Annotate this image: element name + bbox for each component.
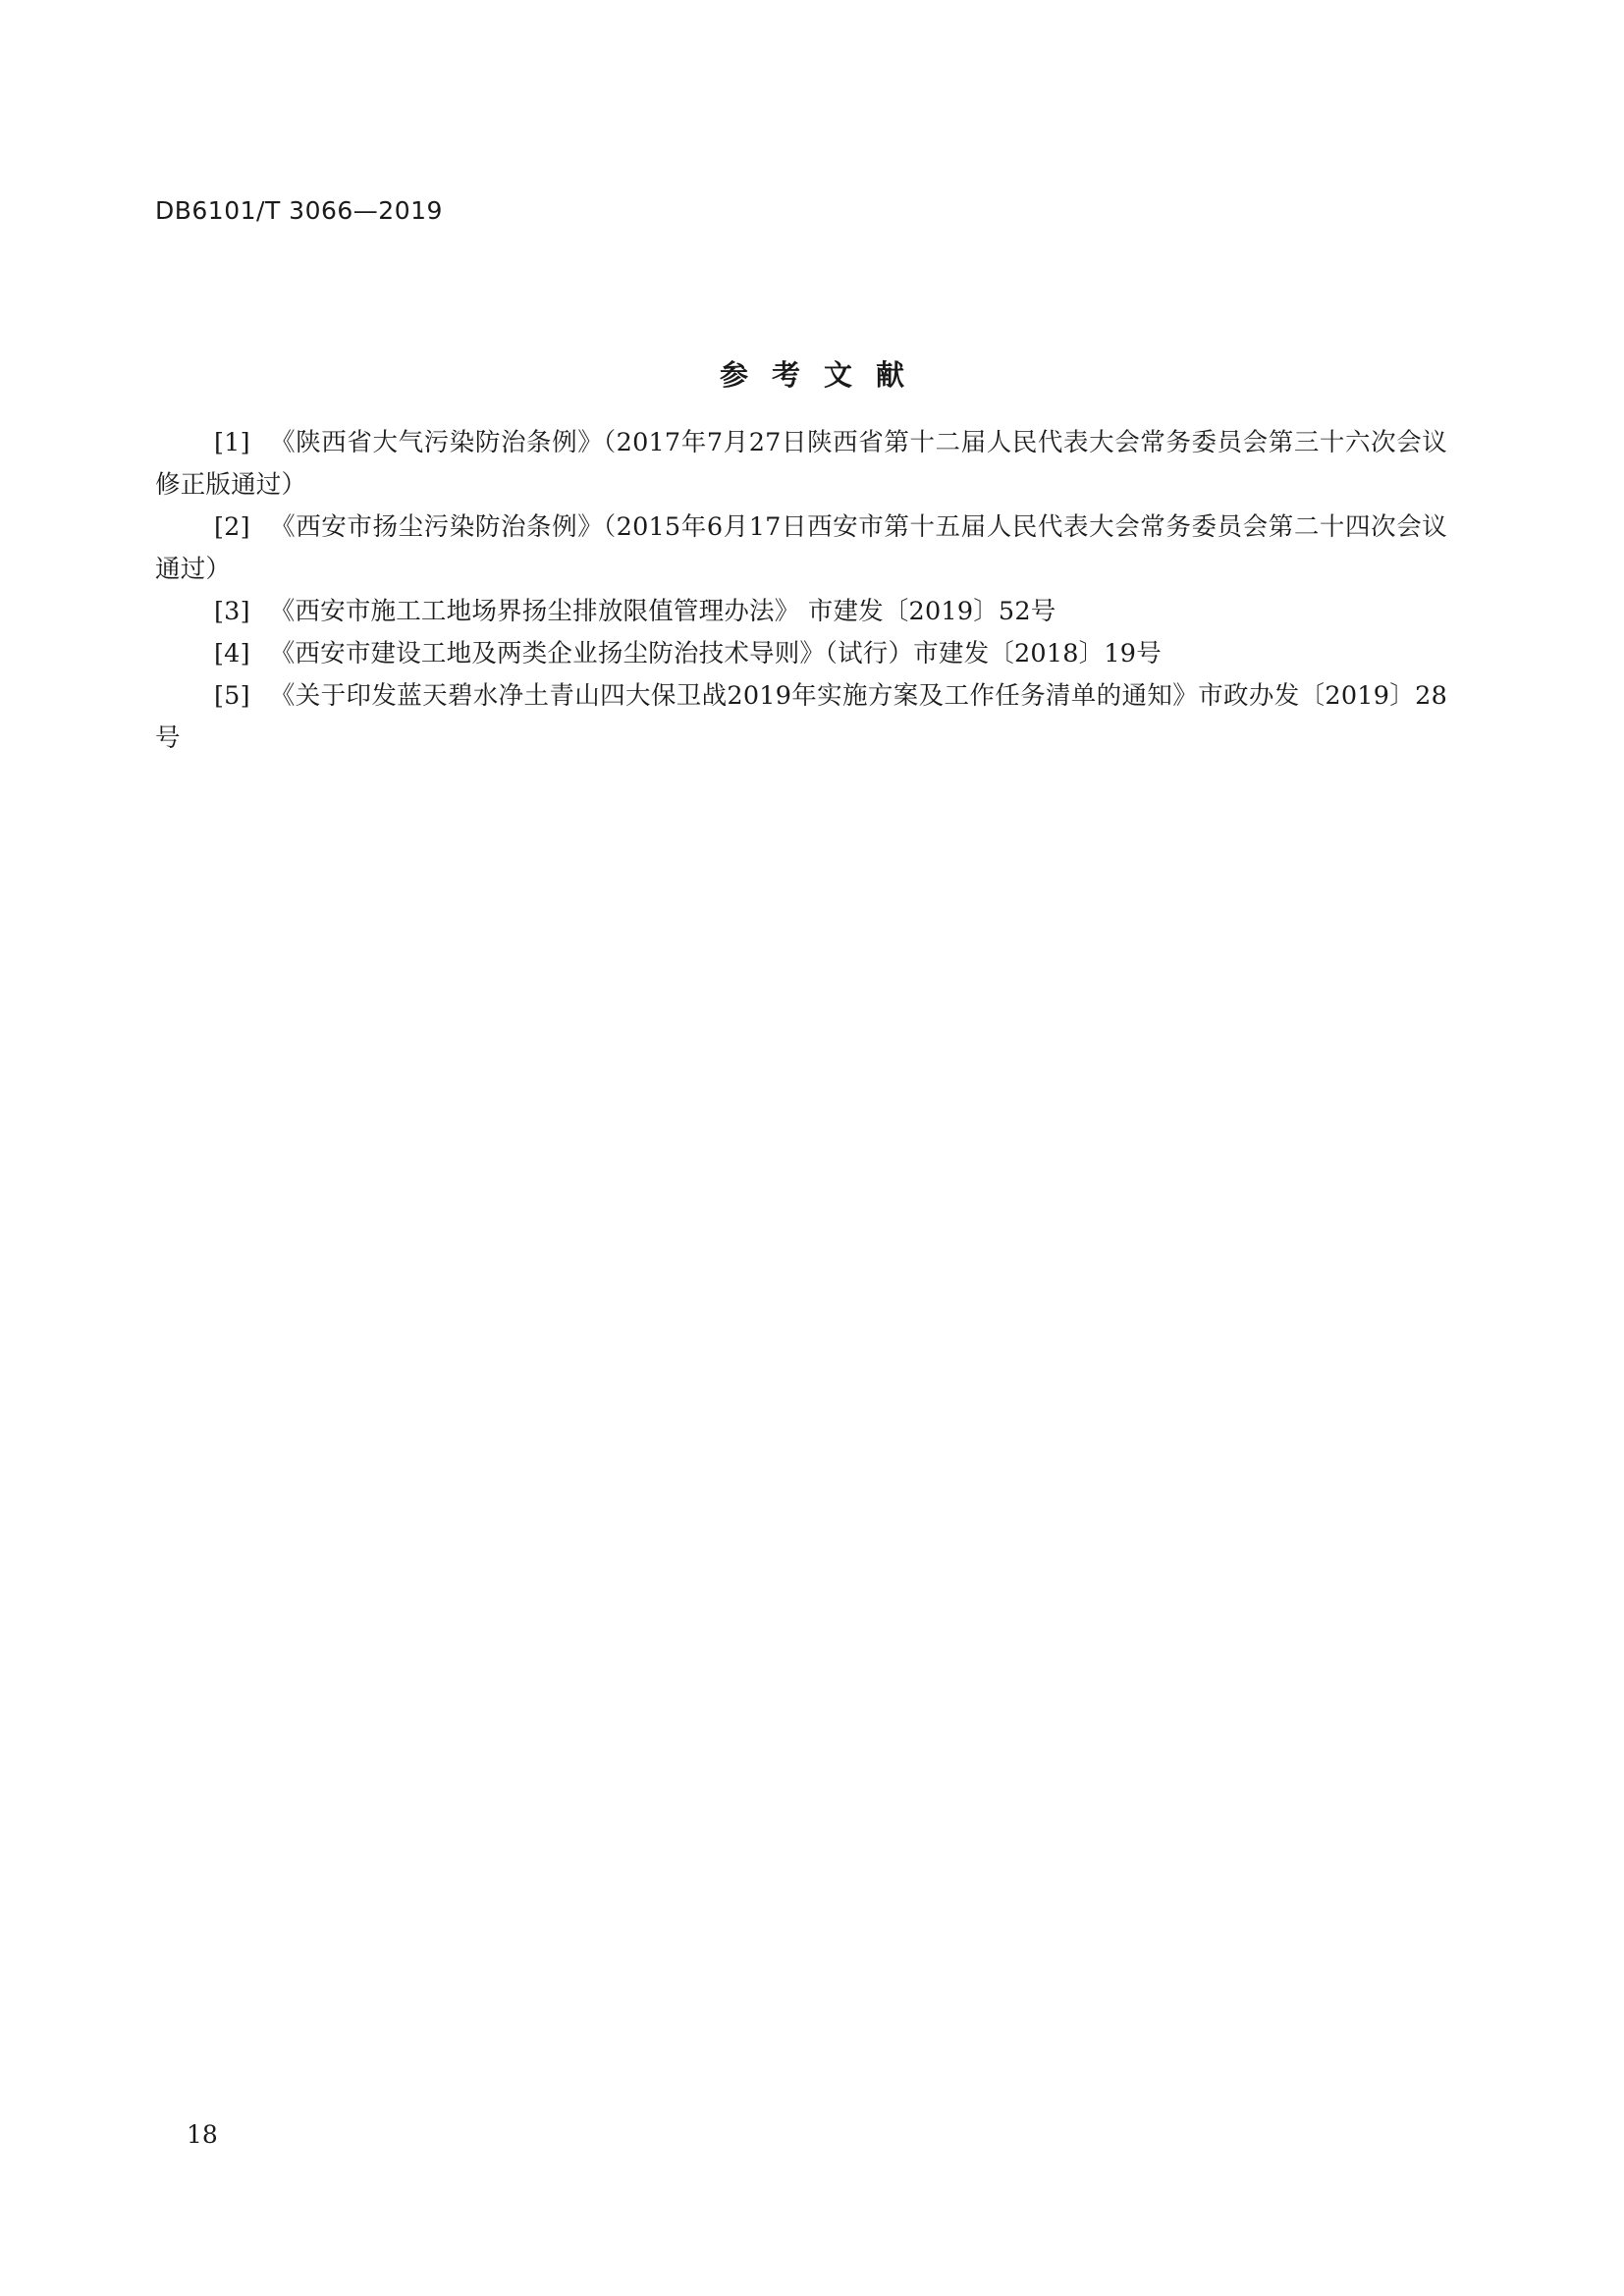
reference-number: [1] [214, 428, 250, 457]
reference-item [155, 591, 1447, 633]
reference-item [155, 507, 1447, 591]
reference-text: 《西安市施工工地场界扬尘排放限值管理办法》 市建发〔2019〕52号 [269, 597, 1056, 626]
reference-number: [2] [214, 512, 250, 542]
reference-text: 《西安市扬尘污染防治条例》（2015年6月17日西安市第十五届人民代表大会常务委员会第二十四次会议通过） [155, 512, 1447, 584]
reference-text: 《关于印发蓝天碧水净土青山四大保卫战2019年实施方案及工作任务清单的通知》市政办发〔2019〕28号 [155, 681, 1447, 753]
section-title: 参考文献 [719, 358, 928, 392]
reference-number: [5] [214, 681, 250, 711]
reference-item [155, 422, 1447, 507]
reference-item [155, 633, 1447, 675]
reference-text: 《陕西省大气污染防治条例》（2017年7月27日陕西省第十二届人民代表大会常务委员会第三十六次会议修正版通过） [155, 428, 1447, 500]
reference-list [155, 422, 1447, 760]
page-number: 18 [187, 2120, 218, 2149]
reference-item [155, 675, 1447, 760]
document-code: DB6101/T 3066—2019 [155, 196, 443, 225]
reference-text: 《西安市建设工地及两类企业扬尘防治技术导则》（试行）市建发〔2018〕19号 [269, 639, 1162, 668]
reference-number: [3] [214, 597, 250, 626]
reference-number: [4] [214, 639, 250, 668]
